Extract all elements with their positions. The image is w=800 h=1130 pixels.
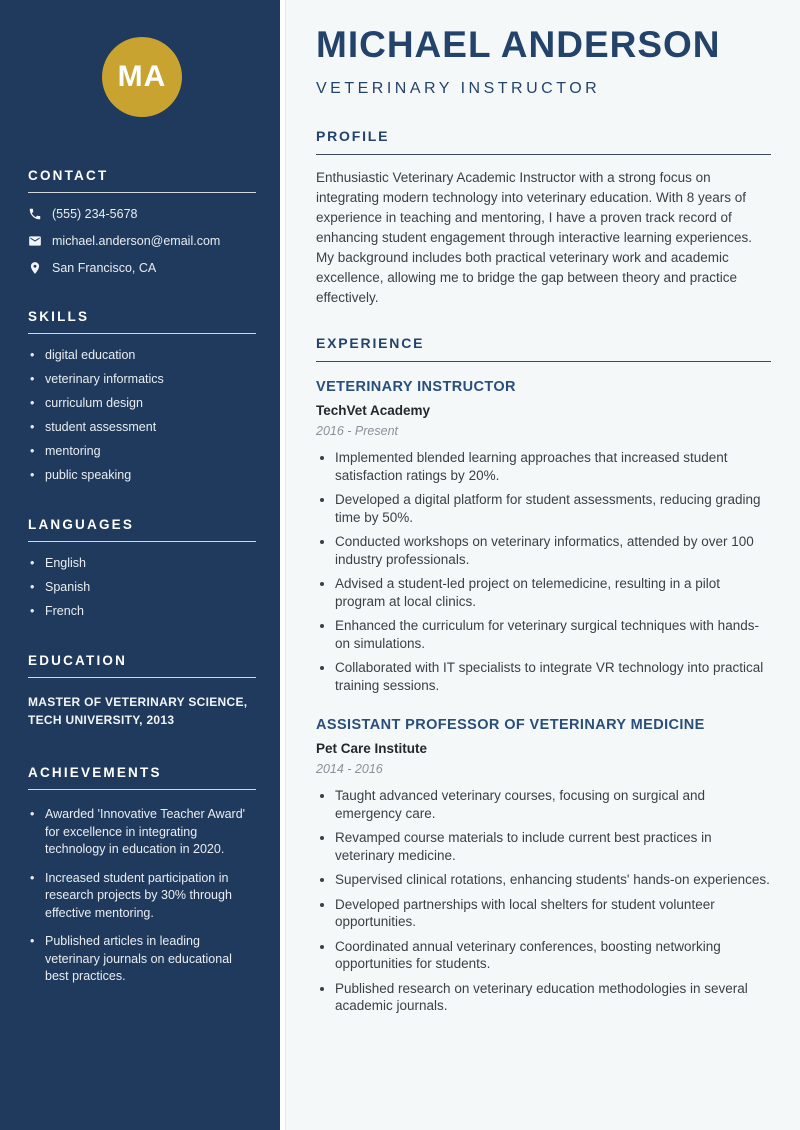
profile-text: Enthusiastic Veterinary Academic Instructor with a strong focus on integrating modern technology into veterinary education. With 8 years of experience in teaching and mentoring, I have a proven track record of enhancing student engagement through interactive learning experiences. My background includes both practical veterinary work and academic excellence, allowing me to bridge the gap between theory and practice effectively. <box>316 170 753 305</box>
experience-section <box>316 335 771 1015</box>
phone-icon <box>28 207 42 221</box>
main-content <box>286 0 800 1130</box>
experience-rule <box>316 361 771 362</box>
job-bullet: • Conducted workshops on veterinary informatics, attended by over 100 industry professionals. <box>335 533 771 568</box>
contact-item-location <box>28 261 256 275</box>
avatar-initials: MA <box>117 60 167 93</box>
job-bullet: • Revamped course materials to include current best practices in veterinary medicine. <box>335 829 771 864</box>
achievements-rule <box>28 789 256 790</box>
job-entry <box>316 379 771 694</box>
education-heading: EDUCATION <box>28 653 128 668</box>
job-bullet: • Advised a student-led project on telemedicine, resulting in a pilot program at local clinics. <box>335 575 771 610</box>
job-company: TechVet Academy <box>316 403 431 418</box>
education-section <box>28 653 256 729</box>
job-company: Pet Care Institute <box>316 741 428 756</box>
job-dates: 2016 - Present <box>316 424 398 438</box>
contact-email-text: michael.anderson@email.com <box>52 234 221 248</box>
skills-heading: SKILLS <box>28 309 90 324</box>
achievement-item: • Increased student participation in research projects by 30% through effective mentoring. <box>30 870 256 923</box>
contact-phone-text: (555) 234-5678 <box>52 207 138 221</box>
skill-item: • mentoring <box>30 444 256 459</box>
job-bullet-list <box>316 787 771 1015</box>
skill-item: • digital education <box>30 348 256 363</box>
contact-list <box>28 207 256 275</box>
languages-section <box>28 517 256 619</box>
job-bullet: • Supervised clinical rotations, enhancing students' hands-on experiences. <box>335 871 771 889</box>
skills-section <box>28 309 256 483</box>
job-entry <box>316 717 771 1015</box>
job-bullet: • Developed a digital platform for student assessments, reducing grading time by 50%. <box>335 491 771 526</box>
job-bullet: • Collaborated with IT specialists to integrate VR technology into practical training sessions. <box>335 659 771 694</box>
skills-list <box>28 348 256 483</box>
skills-rule <box>28 333 256 334</box>
contact-rule <box>28 192 256 193</box>
contact-item-email <box>28 234 256 248</box>
education-text: MASTER OF VETERINARY SCIENCE, TECH UNIVERSITY, 2013 <box>28 695 248 727</box>
achievements-heading: ACHIEVEMENTS <box>28 765 162 780</box>
language-item: • English <box>30 556 256 571</box>
education-rule <box>28 677 256 678</box>
job-bullet: • Published research on veterinary education methodologies in several academic journals. <box>335 980 771 1015</box>
avatar <box>102 37 182 117</box>
skill-item: • curriculum design <box>30 396 256 411</box>
contact-section <box>28 168 256 275</box>
language-item: • Spanish <box>30 580 256 595</box>
profile-heading: PROFILE <box>316 128 390 144</box>
person-name: MICHAEL ANDERSON <box>316 24 721 65</box>
profile-section <box>316 128 771 308</box>
job-bullet: • Enhanced the curriculum for veterinary surgical techniques with hands-on simulations. <box>335 617 771 652</box>
languages-heading: LANGUAGES <box>28 517 135 532</box>
mail-icon <box>28 234 42 248</box>
job-bullet-list <box>316 449 771 694</box>
languages-rule <box>28 541 256 542</box>
sidebar <box>0 0 280 1130</box>
job-dates: 2014 - 2016 <box>316 762 383 776</box>
skill-item: • veterinary informatics <box>30 372 256 387</box>
job-title: VETERINARY INSTRUCTOR <box>316 379 516 395</box>
experience-heading: EXPERIENCE <box>316 335 425 351</box>
skill-item: • public speaking <box>30 468 256 483</box>
job-bullet: • Coordinated annual veterinary conferences, boosting networking opportunities for students. <box>335 938 771 973</box>
profile-rule <box>316 154 771 155</box>
achievements-section <box>28 765 256 986</box>
contact-item-phone <box>28 207 256 221</box>
contact-heading: CONTACT <box>28 168 109 183</box>
job-bullet: • Implemented blended learning approaches that increased student satisfaction ratings by 20%. <box>335 449 771 484</box>
person-title: VETERINARY INSTRUCTOR <box>316 80 601 97</box>
job-title: ASSISTANT PROFESSOR OF VETERINARY MEDICINE <box>316 717 705 733</box>
job-bullet: • Taught advanced veterinary courses, focusing on surgical and emergency care. <box>335 787 771 822</box>
contact-location-text: San Francisco, CA <box>52 261 157 275</box>
location-icon <box>28 261 42 275</box>
languages-list <box>28 556 256 619</box>
language-item: • French <box>30 604 256 619</box>
skill-item: • student assessment <box>30 420 256 435</box>
achievement-item: • Published articles in leading veterinary journals on educational best practices. <box>30 933 256 986</box>
achievements-list <box>28 806 256 986</box>
achievement-item: • Awarded 'Innovative Teacher Award' for excellence in integrating technology in education in 2020. <box>30 806 256 859</box>
job-bullet: • Developed partnerships with local shelters for student volunteer opportunities. <box>335 896 771 931</box>
